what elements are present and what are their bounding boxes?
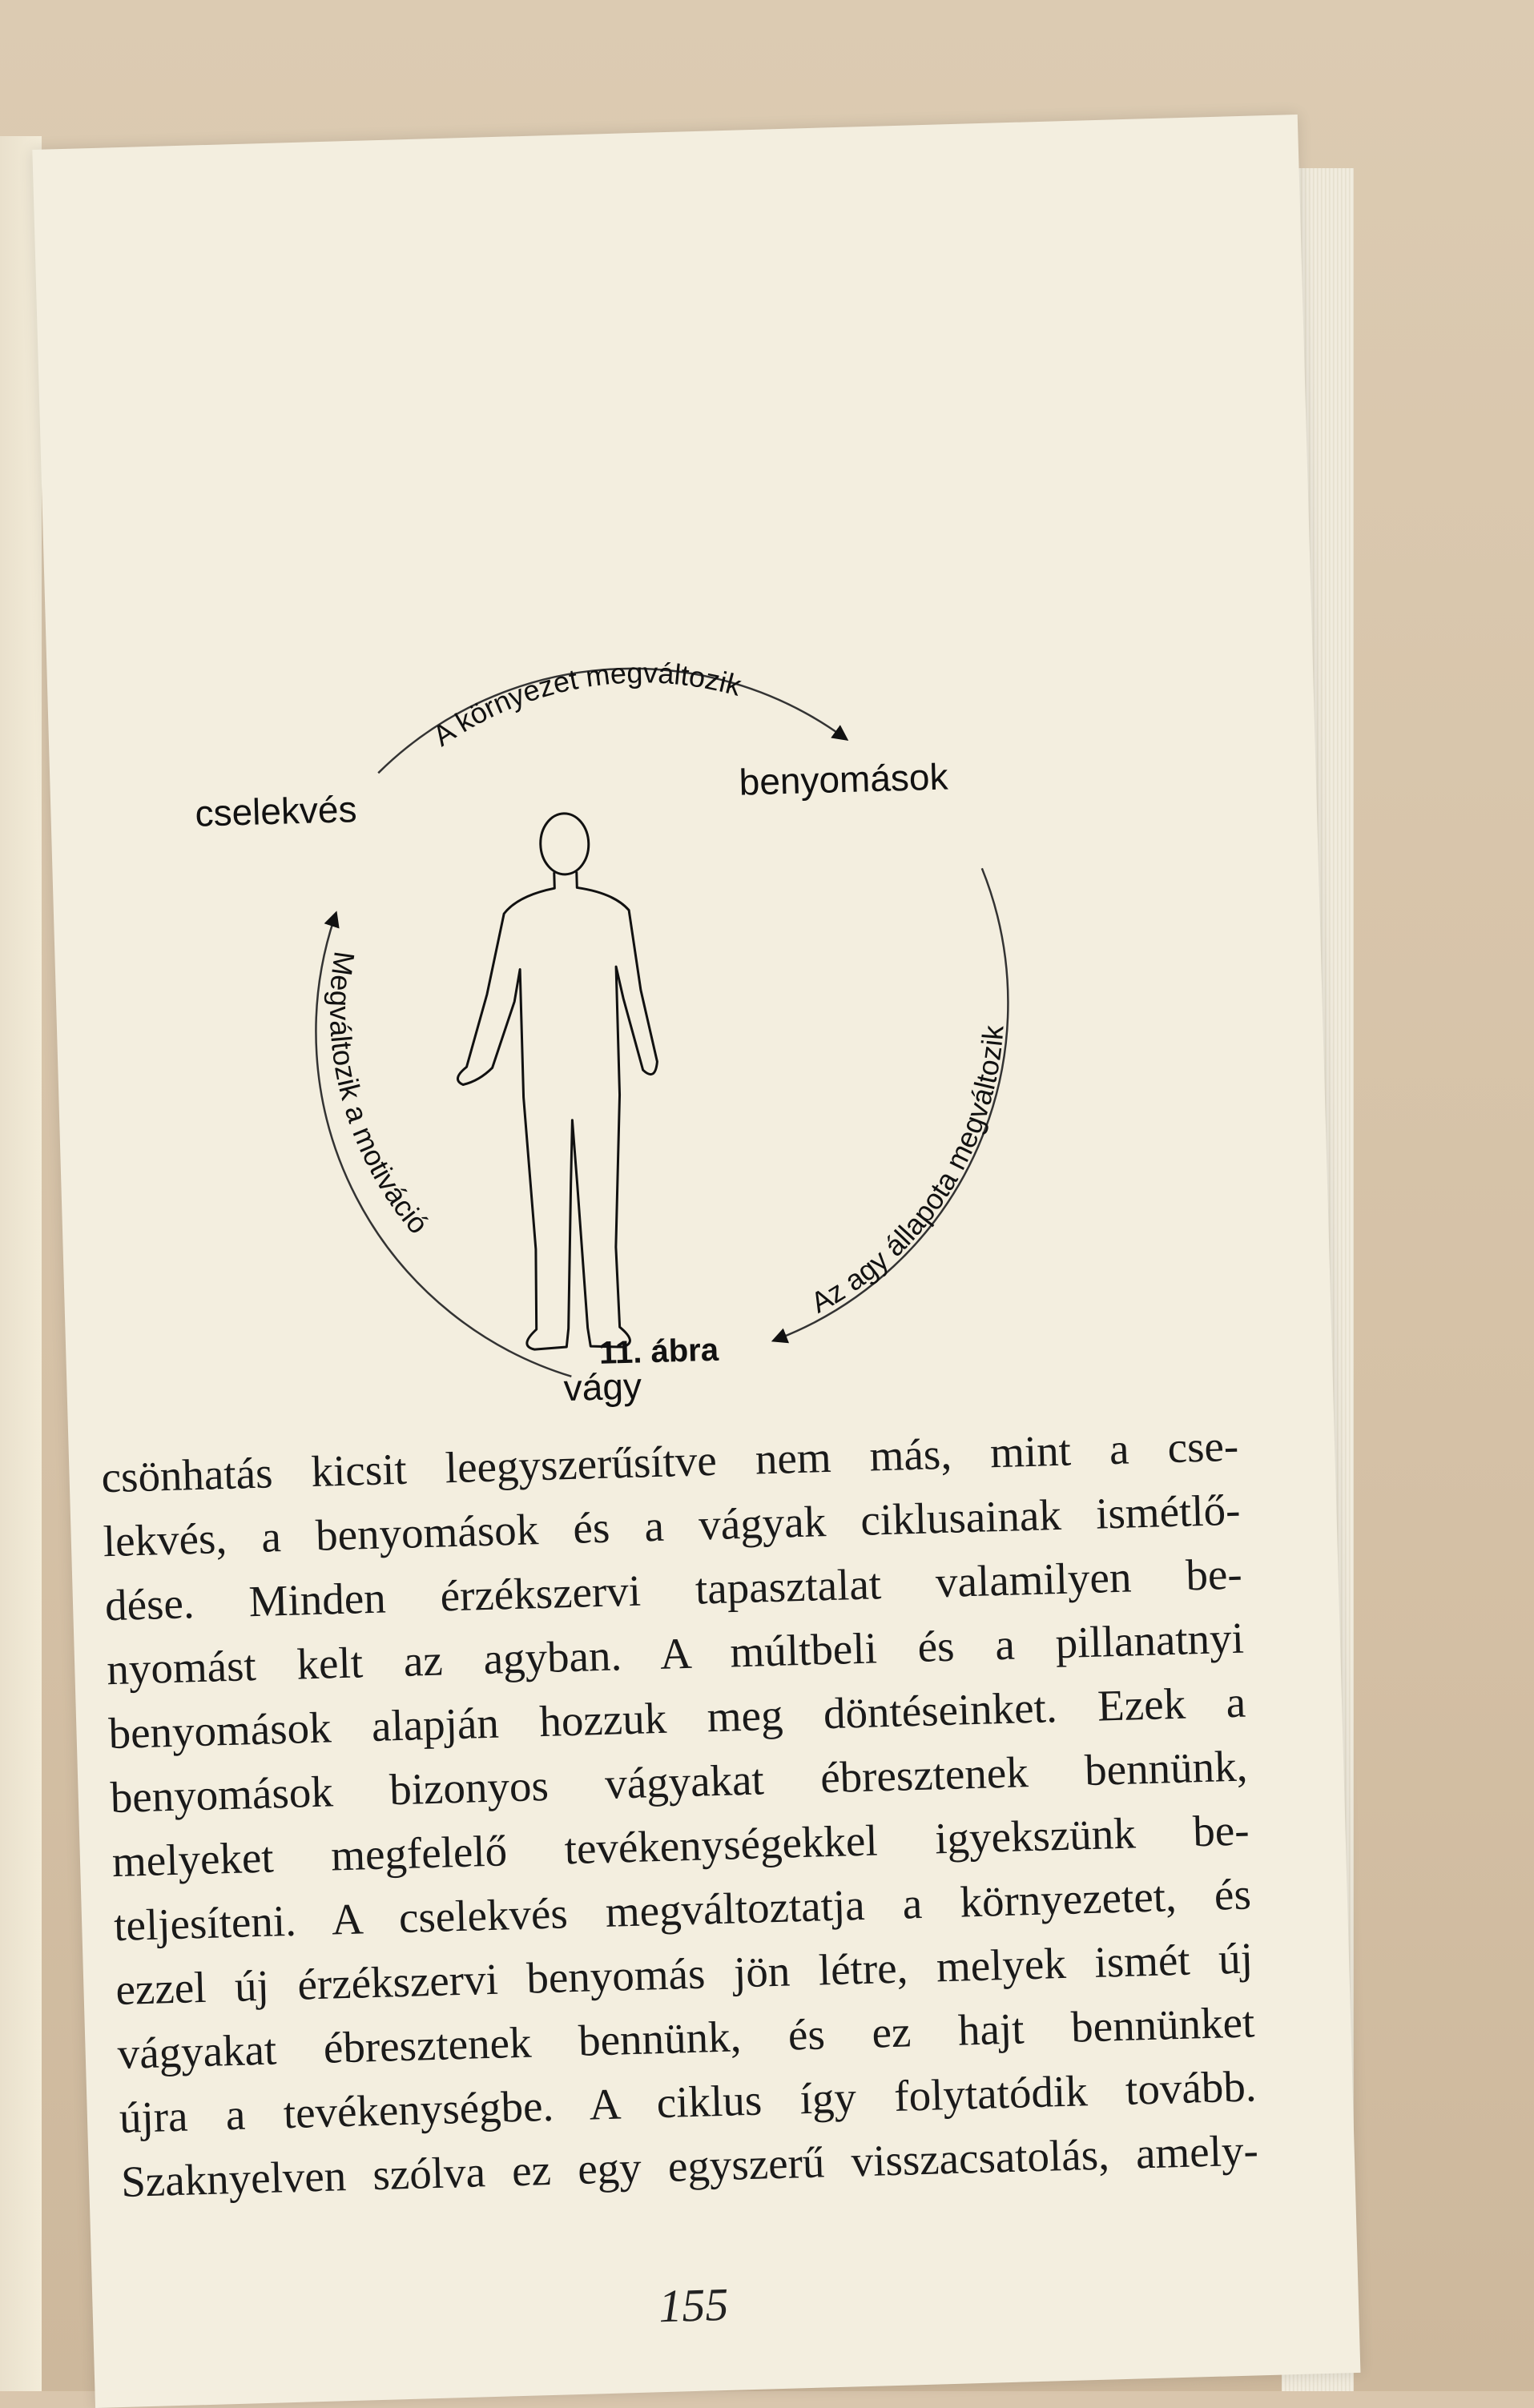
- node-vagy: vágy: [563, 1365, 642, 1409]
- body-line: vágyakat ébresztenek bennünk, és ez hajt bennünket: [116, 1997, 1256, 2079]
- page-number: 155: [658, 2277, 730, 2333]
- left-page-edge: [0, 136, 42, 2391]
- cycle-diagram: [170, 464, 1158, 1451]
- body-line: melyeket megfelelő tevékenységekkel igyekszünk be-: [111, 1805, 1250, 1887]
- body-line: újra a tevékenységbe. A ciklus így folytatódik tovább.: [119, 2061, 1258, 2142]
- arc-top-text: A környezet megváltozik: [426, 656, 745, 753]
- body-line: nyomást kelt az agyban. A múltbeli és a pillanatnyi: [106, 1613, 1245, 1694]
- body-line: ezzel új érzékszervi benyomás jön létre, melyek ismét új: [115, 1933, 1254, 2015]
- body-line: benyomások alapján hozzuk meg döntéseinket. Ezek a: [107, 1677, 1246, 1759]
- human-figure-icon: [450, 811, 665, 1352]
- body-line: benyomások bizonyos vágyakat ébresztenek bennünk,: [109, 1741, 1249, 1823]
- node-benyomasok: benyomások: [738, 755, 949, 803]
- body-line: Szaknyelven szólva ez egy egyszerű visszacsatolás, amely-: [120, 2125, 1259, 2206]
- node-cselekves: cselekvés: [194, 788, 358, 834]
- book-page: [32, 115, 1360, 2408]
- body-paragraph: [101, 1414, 1259, 2214]
- body-line: csönhatás kicsit leegyszerűsítve nem más, mint a cse-: [100, 1421, 1239, 1502]
- body-line: teljesíteni. A cselekvés megváltoztatja a környezetet, és: [113, 1869, 1252, 1951]
- body-line: dése. Minden érzékszervi tapasztalat valamilyen be-: [104, 1549, 1243, 1630]
- arc-right-text: Az agy állapota megváltozik: [805, 1024, 1010, 1320]
- arc-left-text: Megváltozik a motiváció: [323, 949, 436, 1240]
- body-line: lekvés, a benyomások és a vágyak ciklusainak ismétlő-: [103, 1485, 1242, 1566]
- cycle-diagram-svg: [170, 464, 1158, 1451]
- figure-caption: 11. ábra: [598, 1332, 719, 1371]
